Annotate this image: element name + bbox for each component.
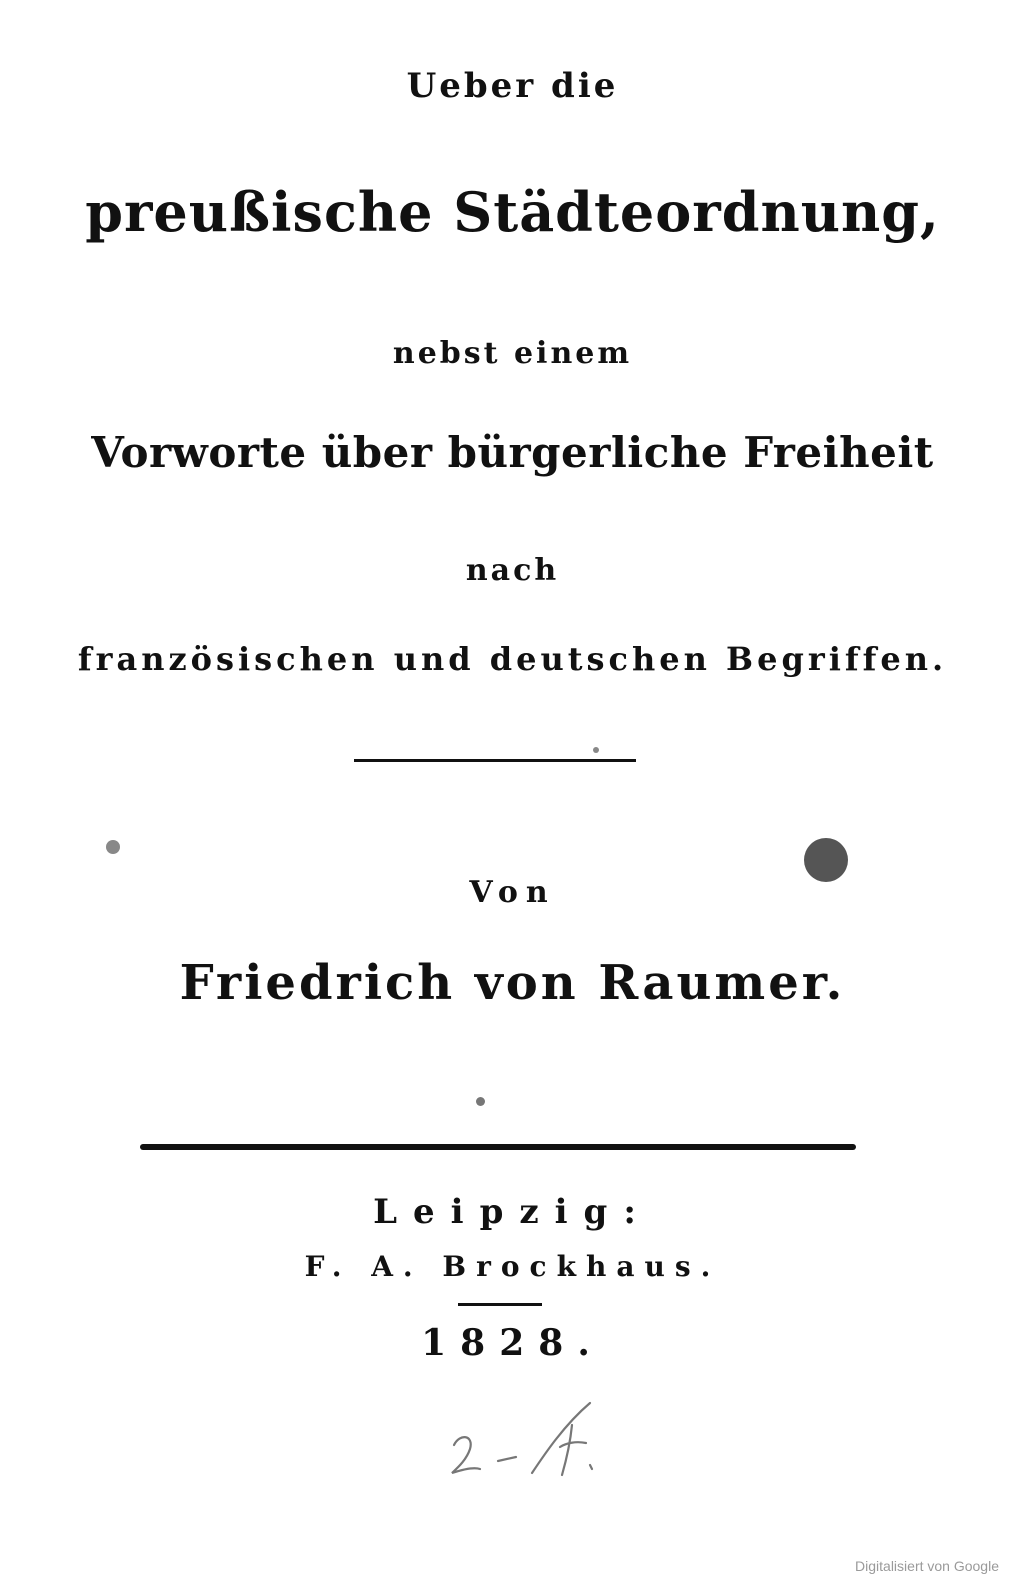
ink-spot-center bbox=[476, 1097, 485, 1106]
divider-small bbox=[458, 1303, 542, 1306]
title-line-6: französischen und deutschen Begriffen. bbox=[77, 640, 948, 678]
title-line-1: Ueber die bbox=[406, 66, 619, 106]
ink-spot-left bbox=[106, 840, 120, 854]
main-title: preußische Städteordnung, bbox=[85, 180, 940, 244]
author-name: Friedrich von Raumer. bbox=[179, 955, 846, 1011]
ink-spot-large bbox=[804, 838, 848, 882]
publisher: F. A. Brockhaus. bbox=[304, 1250, 721, 1283]
title-line-5: nach bbox=[465, 553, 560, 588]
handwritten-mark bbox=[440, 1395, 620, 1485]
ink-speck bbox=[593, 747, 599, 753]
publication-year: 1828. bbox=[421, 1322, 604, 1364]
byline: Von bbox=[469, 875, 556, 910]
title-line-3: nebst einem bbox=[392, 336, 633, 371]
divider-long bbox=[140, 1144, 856, 1150]
subtitle: Vorworte über bürgerliche Freiheit bbox=[91, 428, 934, 477]
divider-short bbox=[354, 759, 636, 762]
digitization-watermark: Digitalisiert von Google bbox=[855, 1558, 999, 1574]
publication-place: Leipzig: bbox=[373, 1192, 652, 1232]
